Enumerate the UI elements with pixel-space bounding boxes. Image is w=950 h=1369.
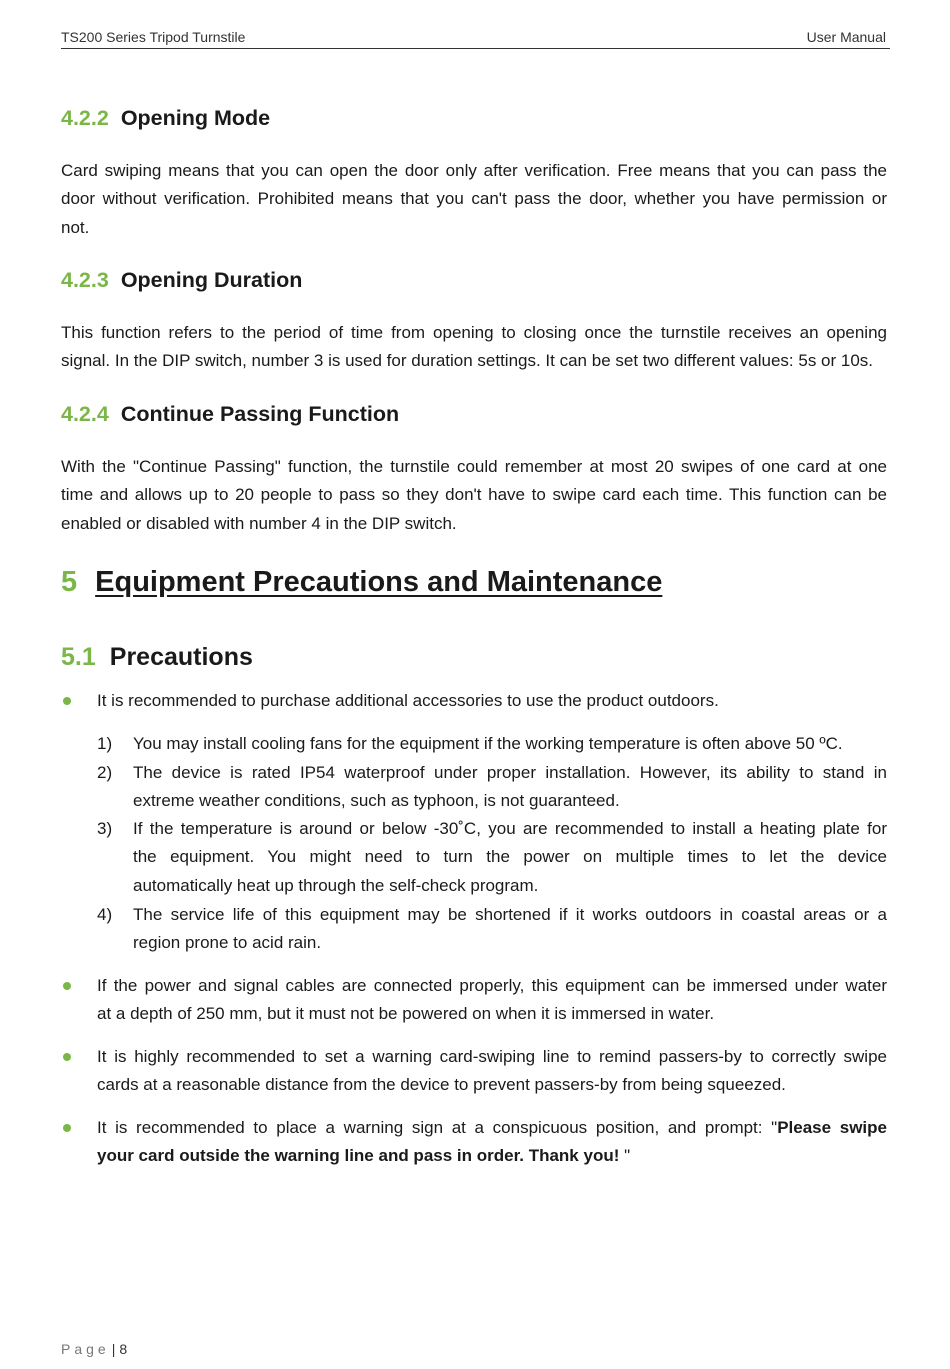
bullet-item — [61, 1043, 887, 1100]
bullet-icon — [63, 982, 71, 990]
item-number: 1) — [97, 734, 113, 753]
text-line: enabled or disabled with number 4 in the DIP switch. — [61, 513, 457, 533]
numbered-item — [97, 901, 887, 958]
prompt-lead-text: It is recommended to place a warning sign at a conspicuous position, and prompt: " — [97, 1118, 778, 1137]
header-manual-label: User Manual — [806, 29, 886, 45]
text-line: Card swiping means that you can open the door only after verification. Free means that you can pass the — [61, 161, 887, 180]
page-number: 8 — [119, 1341, 128, 1357]
text-line: not. — [61, 217, 90, 237]
prompt-bold-text: your card outside the warning line and pass in order. Thank you! — [97, 1146, 620, 1166]
text-line: at a depth of 250 mm, but it must not be powered on when it is immersed in water. — [97, 1004, 715, 1024]
text-line: It is recommended to purchase additional accessories to use the product outdoors. — [97, 691, 719, 710]
heading-number: 4.2.2 — [61, 106, 109, 130]
bullet-item — [61, 1114, 887, 1171]
text-line: The device is rated IP54 waterproof under proper installation. However, its ability to stand in — [133, 763, 887, 782]
bullet-icon — [63, 697, 71, 705]
numbered-item — [97, 815, 887, 900]
page-header — [61, 28, 890, 49]
footer-separator: | — [111, 1341, 116, 1357]
text-line: If the temperature is around or below -30˚C, you are recommended to install a heating plate for — [133, 819, 887, 838]
heading-title: Opening Mode — [120, 106, 271, 130]
prompt-close-quote: " — [619, 1146, 631, 1166]
text-line: door without verification. Prohibited means that you can't pass the door, whether you have permission or — [61, 189, 887, 209]
page-label: Page — [61, 1341, 110, 1357]
paragraph-continue-passing — [61, 453, 887, 538]
bullet-item — [61, 687, 887, 715]
heading-title: Opening Duration — [120, 268, 303, 292]
text-line: cards at a reasonable distance from the device to prevent passers-by from being squeezed. — [97, 1075, 786, 1095]
text-line: the equipment. You might need to turn the power on multiple times to let the device — [133, 847, 887, 867]
chapter-number: 5 — [61, 566, 78, 598]
text-line: automatically heat up through the self-check program. — [133, 875, 539, 895]
numbered-item — [97, 730, 887, 758]
prompt-bold-text: Please swipe — [777, 1118, 887, 1137]
text-line: You may install cooling fans for the equipment if the working temperature is often above 50 ºC. — [133, 734, 843, 753]
heading-title: Continue Passing Function — [120, 402, 400, 426]
chapter-heading-5 — [61, 566, 662, 599]
heading-number: 4.2.4 — [61, 402, 109, 426]
section-number: 5.1 — [61, 643, 96, 671]
heading-4-2-3 — [61, 268, 302, 293]
bullet-icon — [63, 1053, 71, 1061]
text-line: signal. In the DIP switch, number 3 is used for duration settings. It can be set two different values: 5s or 10s. — [61, 351, 874, 371]
numbered-item — [97, 759, 887, 816]
text-line: The service life of this equipment may be shortened if it works outdoors in coastal areas or a — [133, 905, 887, 924]
paragraph-opening-mode — [61, 157, 887, 242]
text-line: It is highly recommended to set a warning card-swiping line to remind passers-by to correctly swipe — [97, 1047, 887, 1066]
item-number: 4) — [97, 905, 113, 924]
text-line — [97, 1114, 887, 1142]
text-line: region prone to acid rain. — [133, 933, 322, 953]
text-line: extreme weather conditions, such as typhoon, is not guaranteed. — [133, 791, 620, 811]
paragraph-opening-duration — [61, 319, 887, 376]
item-number: 2) — [97, 763, 113, 782]
text-line: time and allows up to 20 people to pass so they don't have to swipe card each time. This function can be — [61, 485, 887, 505]
bullet-item — [61, 972, 887, 1029]
bullet-icon — [63, 1124, 71, 1132]
heading-4-2-2 — [61, 106, 270, 131]
text-line: This function refers to the period of time from opening to closing once the turnstile receives an opening — [61, 323, 887, 342]
item-number: 3) — [97, 819, 113, 838]
heading-4-2-4 — [61, 402, 399, 427]
text-line — [97, 1142, 887, 1170]
section-heading-5-1 — [61, 643, 253, 672]
chapter-title: Equipment Precautions and Maintenance — [95, 566, 663, 598]
text-line: With the "Continue Passing" function, the turnstile could remember at most 20 swipes of one card at one — [61, 457, 887, 476]
header-doc-title: TS200 Series Tripod Turnstile — [61, 29, 246, 45]
text-line: If the power and signal cables are connected properly, this equipment can be immersed under water — [97, 976, 887, 995]
section-title: Precautions — [109, 643, 253, 671]
heading-number: 4.2.3 — [61, 268, 109, 292]
page-footer — [61, 1341, 127, 1357]
